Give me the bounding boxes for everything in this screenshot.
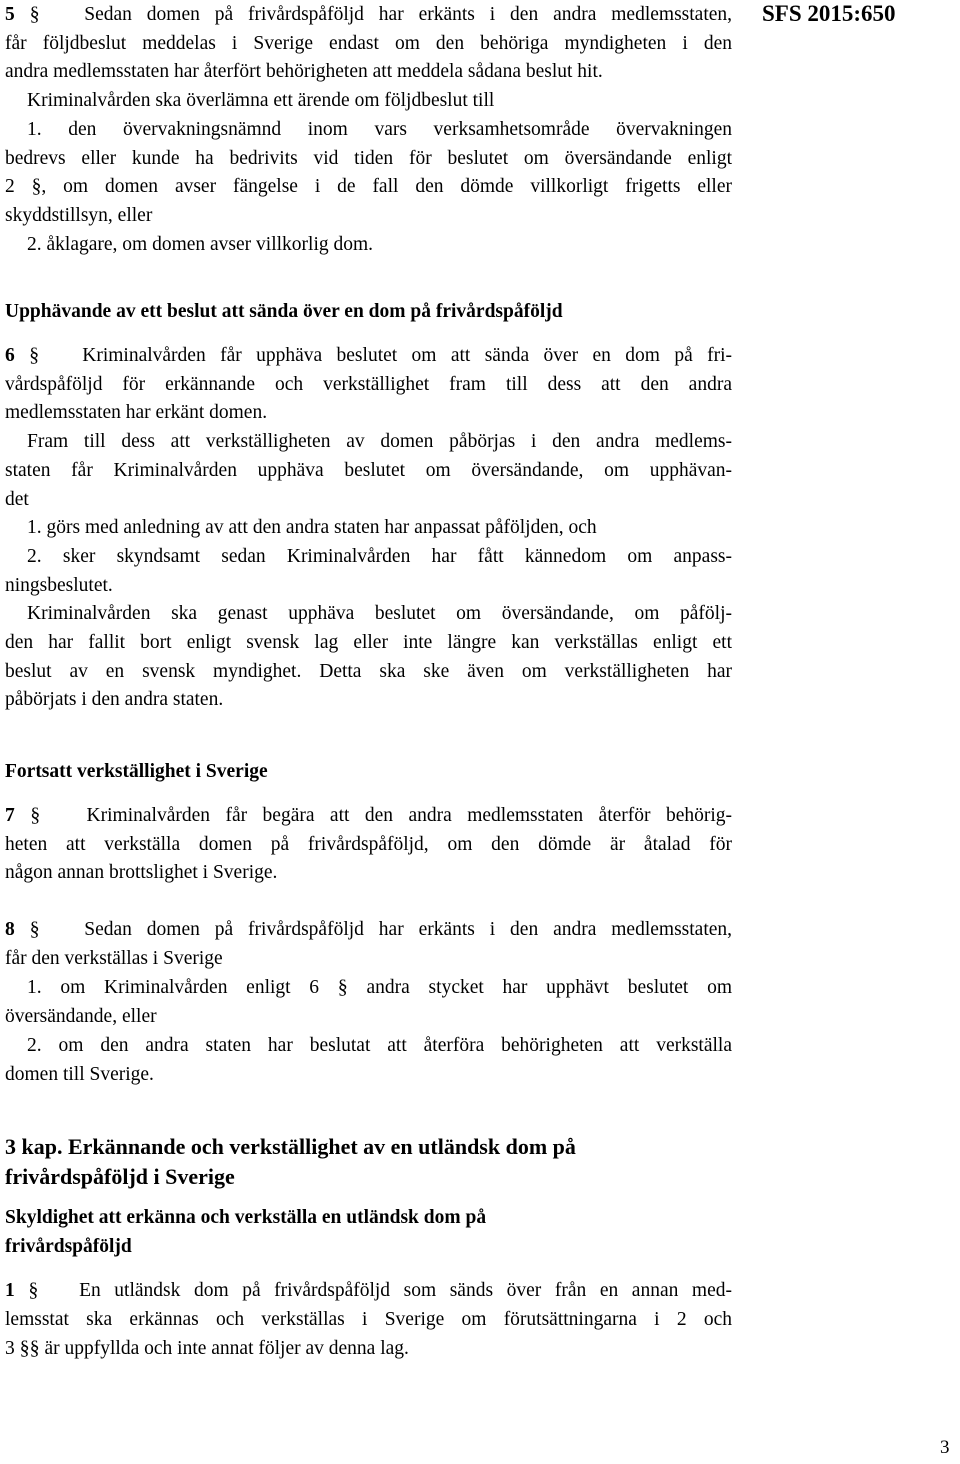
section-number: 1 (5, 1280, 15, 1301)
p7-line-3: någon annan brottslighet i Sverige. (5, 862, 278, 884)
p5-line-4: Kriminalvården ska överlämna ett ärende om följdbeslut till (27, 90, 495, 112)
section-sign: § (29, 3, 40, 25)
p6-line-5: staten får Kriminalvården upphäva beslutet om översändande, om upphävan- (5, 459, 732, 481)
section-number: 7 (5, 805, 15, 826)
p5-line-5: 1. den övervakningsnämnd inom vars verksamhetsområde övervakningen (27, 118, 732, 140)
p8-line-5: 2. om den andra staten har beslutat att återföra behörigheten att verkställa (27, 1034, 732, 1056)
p5-line-1: 5 § Sedan domen på frivårdspåföljd har erkänts i den andra medlemsstaten, (5, 3, 733, 25)
p8-line-4: översändande, eller (5, 1006, 157, 1028)
heading-skyldighet-line-1: Skyldighet att erkänna och verkställa en utländsk dom på (5, 1207, 487, 1228)
p1-line-1: 1 § En utländsk dom på frivårdspåföljd som sänds över från en annan med- (5, 1279, 732, 1301)
paragraph-1 (5, 1276, 732, 1364)
p8-line-1: 8 § Sedan domen på frivårdspåföljd har erkänts i den andra medlemsstaten, (5, 918, 733, 940)
p1-line-3: 3 §§ är uppfyllda och inte annat följer av denna lag. (5, 1337, 409, 1360)
chapter-title-line-2: frivårdspåföljd i Sverige (5, 1164, 235, 1189)
p7-line-2: heten att verkställa domen på frivårdspåföljd, om den dömde är åtalad för (5, 833, 732, 855)
section-sign: § (337, 976, 348, 999)
section-sign: § (29, 918, 40, 940)
heading-upphavande: Upphävande av ett beslut att sända över en dom på frivårdspåföljd (5, 301, 563, 322)
section-number: 5 (5, 4, 15, 25)
p6-line-4: Fram till dess att verkställigheten av domen påbörjas i den andra medlems- (27, 431, 732, 453)
p1-line-2: lemsstat ska erkännas och verkställas i Sverige om förutsättningarna i 2 och (5, 1308, 732, 1330)
p6-line-1: 6 § Kriminalvården får upphäva beslutet om att sända över en dom på fri- (5, 344, 732, 366)
chapter-title-line-1: 3 kap. Erkännande och verkställighet av en utländsk dom på (5, 1134, 576, 1159)
p6-line-11: den har fallit bort enligt svensk lag eller inte längre kan verkställas enligt ett (5, 632, 732, 654)
heading-fortsatt: Fortsatt verkställighet i Sverige (5, 761, 268, 782)
section-number: 8 (5, 919, 15, 940)
p5-line-9: 2. åklagare, om domen avser villkorlig dom. (27, 233, 374, 255)
p6-line-8: 2. sker skyndsamt sedan Kriminalvården har fått kännedom om anpass- (27, 545, 732, 567)
section-number: 6 (5, 345, 15, 366)
p5-line-7: 2 §, om domen avser fängelse i de fall den dömde villkorligt frigetts eller (5, 176, 732, 198)
section-sign: § (28, 1279, 39, 1301)
sfs-number: SFS 2015:650 (762, 1, 896, 26)
section-sign: § (29, 344, 40, 366)
p6-line-3: medlemsstaten har erkänt domen. (5, 402, 268, 424)
p6-line-2: vårdspåföljd för erkännande och verkställighet fram till dess att den andra (5, 373, 732, 395)
p6-line-10: Kriminalvården ska genast upphäva beslutet om översändande, om påfölj- (27, 603, 732, 625)
paragraph-7 (5, 801, 732, 888)
p5-line-6: bedrevs eller kunde ha bedrivits vid tiden för beslutet om översändande enligt (5, 147, 732, 169)
p7-line-1: 7 § Kriminalvården får begära att den andra medlemsstaten återför behörig- (5, 804, 733, 826)
p6-line-12: beslut av en svensk myndighet. Detta ska ske även om verkställigheten har (5, 660, 732, 682)
p6-line-9: ningsbeslutet. (5, 574, 113, 596)
paragraph-6 (5, 341, 732, 715)
p5-line-2: får följdbeslut meddelas i Sverige endast om den behöriga myndigheten i den (5, 32, 732, 54)
heading-skyldighet (5, 1204, 732, 1261)
section-sign: § (30, 804, 41, 826)
heading-skyldighet-line-2: frivårdspåföljd (5, 1235, 132, 1257)
p8-line-3: 1. om Kriminalvården enligt 6 § andra stycket har upphävt beslutet om (27, 976, 732, 999)
p6-line-13: påbörjats i den andra staten. (5, 689, 224, 711)
section-sign: § (19, 1337, 30, 1360)
section-sign: § (29, 1337, 40, 1360)
paragraph-5 (5, 0, 732, 259)
p6-line-6: det (5, 488, 29, 510)
p5-line-3: andra medlemsstaten har återfört behörigheten att meddela sådana beslut hit. (5, 61, 603, 83)
paragraph-8 (5, 915, 732, 1089)
p6-line-7: 1. görs med anledning av att den andra staten har anpassat påföljden, och (27, 517, 597, 539)
page-number: 3 (940, 1437, 950, 1458)
chapter-3-title (5, 1132, 732, 1192)
p5-line-8: skyddstillsyn, eller (5, 204, 153, 226)
p8-line-2: får den verkställas i Sverige (5, 947, 223, 969)
p8-line-6: domen till Sverige. (5, 1063, 154, 1085)
